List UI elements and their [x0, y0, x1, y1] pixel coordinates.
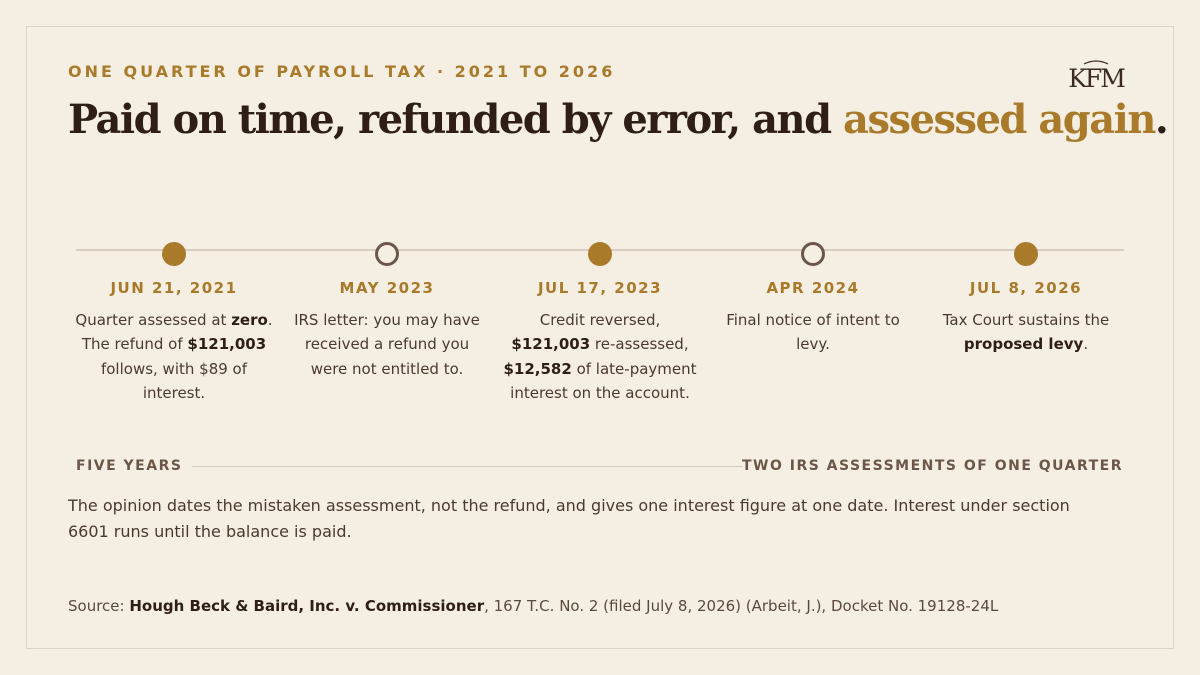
event-description — [713, 308, 913, 357]
event-date: MAY 2023 — [339, 279, 435, 297]
timeline-event — [500, 242, 700, 405]
event-highlight: $12,582 — [503, 359, 572, 378]
timeline-event — [713, 242, 913, 357]
event-highlight: proposed levy — [963, 335, 1084, 354]
event-marker-filled — [162, 242, 186, 266]
span-label-left: FIVE YEARS — [76, 458, 183, 474]
event-text: follows, with $89 of interest. — [100, 359, 248, 402]
event-text: . — [1083, 335, 1089, 354]
event-text: Tax Court sustains the — [942, 311, 1110, 329]
event-marker-open — [801, 242, 825, 266]
title-main: Paid on time, refunded by error, and — [68, 96, 844, 143]
event-text: re-assessed, — [590, 335, 689, 354]
title-accent: assessed again — [843, 96, 1155, 143]
event-description — [500, 308, 700, 405]
explanatory-note: The opinion dates the mistaken assessment, not the refund, and gives one interest figure at one date. Interest under section 6601 runs until the balance is paid. — [68, 496, 1070, 541]
source-case: Hough Beck & Baird, Inc. v. Commissioner — [129, 597, 485, 615]
timeline-event — [287, 242, 487, 381]
timeline-event — [926, 242, 1126, 357]
event-marker-open — [375, 242, 399, 266]
event-marker-filled — [588, 242, 612, 266]
kicker: ONE QUARTER OF PAYROLL TAX · 2021 TO 2026 — [68, 62, 616, 81]
event-date: JUL 17, 2023 — [537, 279, 663, 297]
event-highlight: $121,003 — [187, 335, 267, 354]
event-date: JUN 21, 2021 — [110, 279, 238, 297]
event-text: Credit reversed, — [539, 311, 661, 329]
source-label: Source: — [68, 597, 130, 615]
event-description — [74, 308, 274, 405]
event-marker-filled — [1014, 242, 1038, 266]
span-label-right: TWO IRS ASSESSMENTS OF ONE QUARTER — [741, 458, 1123, 474]
logo-text: KFM — [1068, 64, 1124, 92]
span-divider — [192, 466, 743, 467]
event-date: JUL 8, 2026 — [969, 279, 1083, 297]
event-text: Final notice of intent to levy. — [726, 311, 900, 354]
event-text: of late-payment interest on the account. — [510, 359, 697, 402]
event-highlight: $121,003 — [511, 335, 591, 354]
event-text: Quarter assessed at — [75, 311, 232, 329]
title-end: . — [1154, 96, 1168, 143]
timeline-event — [74, 242, 274, 405]
event-description — [287, 308, 487, 381]
event-text: . The refund of — [81, 311, 273, 354]
event-highlight: zero — [231, 311, 268, 329]
page-title — [68, 96, 1167, 143]
event-date: APR 2024 — [766, 279, 860, 297]
source-citation-detail: , 167 T.C. No. 2 (filed July 8, 2026) (Arbeit, J.), Docket No. 19128-24L — [484, 597, 999, 615]
event-description — [926, 308, 1126, 357]
kfm-logo — [1054, 58, 1138, 92]
source-citation — [68, 597, 998, 615]
event-text: IRS letter: you may have received a refund you were not entitled to. — [294, 311, 480, 378]
